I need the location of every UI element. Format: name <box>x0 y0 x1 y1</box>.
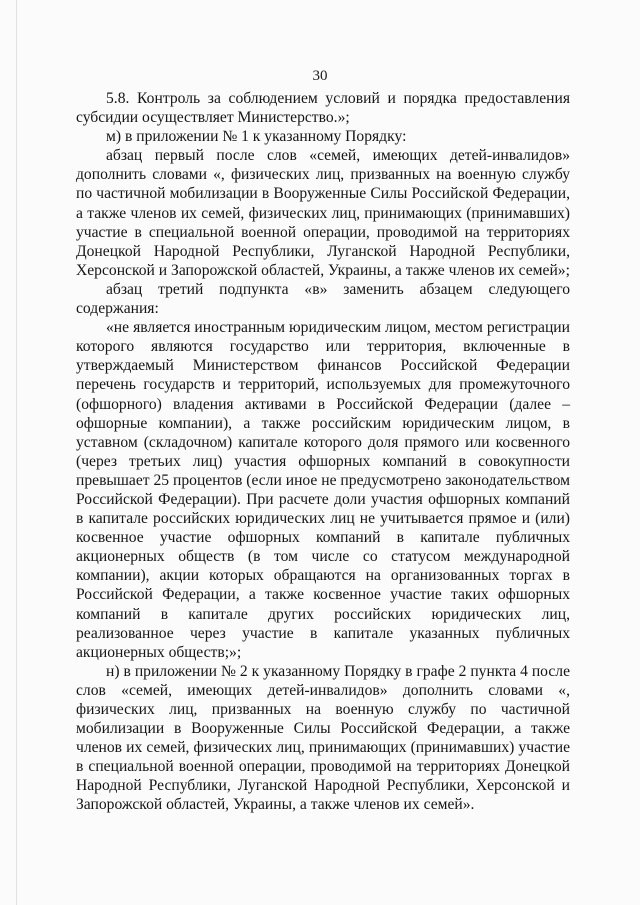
page-number: 30 <box>312 68 328 84</box>
paragraph-abzac-third: абзац третий подпункта «в» заменить абзацем следующего содержания: <box>76 280 570 318</box>
document-body <box>76 89 570 815</box>
paragraph-offshore-quote: «не является иностранным юридическим лицом, местом регистрации которого являются государство или территория, включенные в утверждаемый Министерством финансов Российской Федерации перечень государств и территорий, используемых для промежуточного (офшорного) владения активами в Российской Федерации (далее – офшорные компании), а также российским юридическим лицом, в уставном (складочном) капитале которого доля прямого или косвенного (через третьих лиц) участия офшорных компаний в совокупности превышает 25 процентов (если иное не предусмотрено законодательством Российской Федерации). При расчете доли участия офшорных компаний в капитале российских юридических лиц не учитывается прямое и (или) косвенное участие офшорных компаний в капитале публичных акционерных обществ (в том числе со статусом международной компании), акции которых обращаются на организованных торгах в Российской Федерации, а также косвенное участие таких офшорных компаний в капитале других российских юридических лиц, реализованное через участие в капитале указанных публичных акционерных обществ;»; <box>76 319 570 661</box>
paragraph-5-8: 5.8. Контроль за соблюдением условий и порядка предоставления субсидии осуществляет Министерство.»; <box>76 90 570 127</box>
scan-edge-line <box>16 0 17 905</box>
paragraph-abzac-first: абзац первый после слов «семей, имеющих детей-инвалидов» дополнить словами «, физических лиц, призванных на военную службу по частичной мобилизации в Вооруженные Силы Российской Федерации, а также членов их семей, физических лиц, принимающих (принимавших) участие в специальной военной операции, проводимой на территориях Донецкой Народной Республики, Луганской Народной Республики, Херсонской и Запорожской областей, Украины, а также членов их семей»; <box>76 147 570 279</box>
paragraph-m: м) в приложении № 1 к указанному Порядку: <box>106 128 407 146</box>
paragraph-n: н) в приложении № 2 к указанному Порядку в графе 2 пункта 4 после слов «семей, имеющих детей-инвалидов» дополнить словами «, физических лиц, призванных на военную службу по частичной мобилизации в Вооруженные Силы Российской Федерации, а также членов их семей, физических лиц, принимающих (принимавших) участие в специальной военной операции, проводимой на территориях Донецкой Народной Республики, Луганской Народной Республики, Херсонской и Запорожской областей, Украины, а также членов их семей». <box>76 662 570 814</box>
